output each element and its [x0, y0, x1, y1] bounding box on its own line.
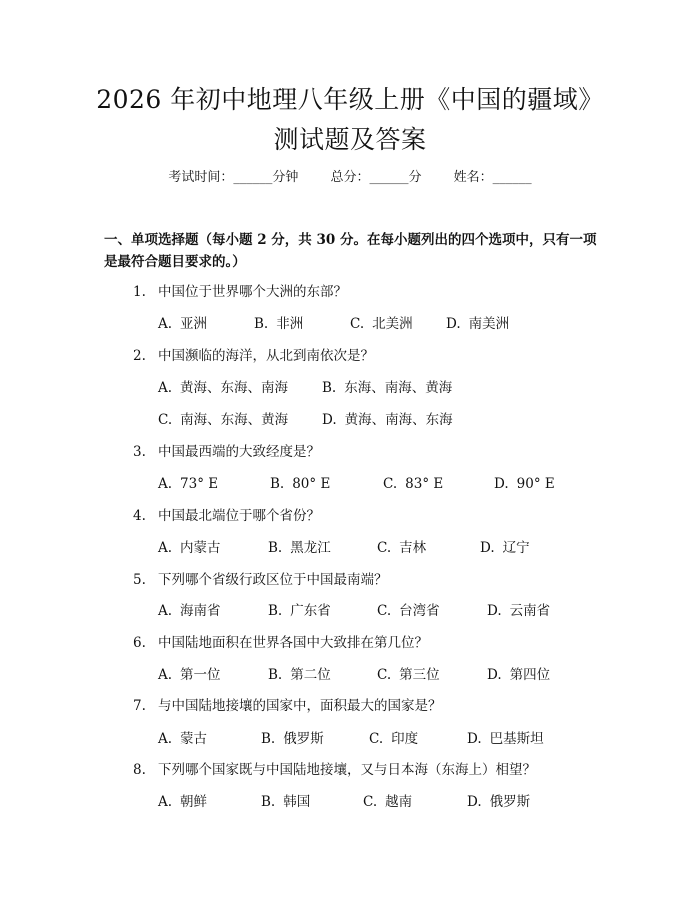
question-number: 7.	[133, 698, 146, 714]
option-2a	[158, 378, 288, 398]
option-letter: D.	[494, 476, 509, 492]
option-letter: A.	[158, 316, 173, 332]
exam-info-line	[0, 168, 700, 188]
option-text: 北美洲	[372, 316, 413, 332]
option-8c	[363, 792, 412, 812]
option-letter: D.	[467, 794, 482, 810]
option-5a	[158, 601, 221, 621]
question-8	[133, 760, 536, 780]
document-title-line1: 2026 年初中地理八年级上册《中国的疆域》	[96, 85, 604, 114]
question-number: 8.	[133, 762, 146, 778]
question-3	[133, 442, 320, 462]
question-text: 中国陆地面积在世界各国中大致排在第几位？	[158, 635, 428, 651]
question-number: 6.	[133, 635, 146, 651]
option-8d	[467, 792, 530, 812]
option-text: 黄海、南海、东海	[344, 412, 453, 428]
question-number: 3.	[133, 444, 146, 460]
option-7a	[158, 729, 207, 749]
option-text: 内蒙古	[180, 540, 221, 556]
option-letter: A.	[158, 380, 173, 396]
option-text: 海南省	[180, 603, 221, 619]
option-4d	[480, 538, 530, 558]
option-letter: A.	[158, 794, 173, 810]
option-letter: C.	[158, 412, 173, 428]
option-3b	[270, 474, 330, 494]
option-text: 第四位	[509, 667, 551, 683]
option-4a	[158, 538, 221, 558]
name-field: 姓名：______	[453, 170, 532, 185]
option-letter: C.	[383, 476, 398, 492]
question-5	[133, 570, 388, 590]
question-6	[133, 633, 428, 653]
option-text: 南海、东海、黄海	[180, 412, 289, 428]
option-letter: C.	[369, 731, 384, 747]
option-letter: D.	[487, 667, 502, 683]
document-title-line2: 测试题及答案	[273, 125, 427, 154]
option-6b	[268, 665, 331, 685]
option-text: 越南	[385, 794, 413, 810]
option-2b	[322, 378, 452, 398]
question-number: 1.	[133, 284, 146, 300]
option-letter: B.	[261, 731, 276, 747]
option-letter: C.	[363, 794, 378, 810]
option-letter: C.	[377, 603, 392, 619]
option-text: 俄罗斯	[489, 794, 531, 810]
option-letter: C.	[377, 540, 392, 556]
option-text: 非洲	[276, 316, 304, 332]
option-text: 广东省	[290, 603, 331, 619]
option-letter: A.	[158, 540, 173, 556]
option-letter: D.	[480, 540, 495, 556]
option-text: 83° E	[405, 476, 444, 492]
option-letter: B.	[268, 667, 283, 683]
section-heading-line2: 是最符合题目要求的。）	[104, 254, 246, 270]
option-3c	[383, 474, 443, 494]
option-text: 辽宁	[502, 540, 530, 556]
option-4c	[377, 538, 426, 558]
option-letter: A.	[158, 476, 173, 492]
option-5b	[268, 601, 331, 621]
option-text: 蒙古	[180, 731, 208, 747]
option-2d	[322, 410, 453, 430]
option-4b	[268, 538, 331, 558]
option-text: 南美洲	[468, 316, 510, 332]
question-number: 4.	[133, 508, 146, 524]
exam-time-field: 考试时间：______分钟	[168, 170, 299, 185]
option-7c	[369, 729, 418, 749]
option-1c	[350, 314, 413, 334]
question-text: 中国濒临的海洋，从北到南依次是？	[158, 348, 374, 364]
option-1b	[254, 314, 303, 334]
option-letter: D.	[322, 412, 337, 428]
option-text: 东海、南海、黄海	[344, 380, 453, 396]
question-text: 与中国陆地接壤的国家中，面积最大的国家是？	[158, 698, 442, 714]
option-text: 第三位	[399, 667, 440, 683]
option-3d	[494, 474, 555, 494]
option-letter: A.	[158, 731, 173, 747]
option-5c	[377, 601, 440, 621]
option-text: 吉林	[399, 540, 427, 556]
total-score-field: 总分：______分	[330, 170, 422, 185]
option-letter: D.	[446, 316, 461, 332]
option-1a	[158, 314, 207, 334]
question-text: 中国最西端的大致经度是？	[158, 444, 320, 460]
question-number: 2.	[133, 348, 146, 364]
section-heading-line1: 一、单项选择题（每小题 2 分，共 30 分。在每小题列出的四个选项中，只有一项	[104, 232, 597, 248]
question-text: 中国最北端位于哪个省份？	[158, 508, 320, 524]
option-7b	[261, 729, 324, 749]
option-letter: B.	[254, 316, 269, 332]
option-6d	[487, 665, 550, 685]
option-3a	[158, 474, 218, 494]
option-letter: A.	[158, 667, 173, 683]
option-text: 印度	[391, 731, 419, 747]
option-text: 俄罗斯	[283, 731, 324, 747]
option-6c	[377, 665, 440, 685]
option-letter: B.	[268, 540, 283, 556]
option-letter: B.	[270, 476, 285, 492]
option-letter: D.	[487, 603, 502, 619]
option-text: 巴基斯坦	[489, 731, 544, 747]
option-text: 第二位	[290, 667, 331, 683]
option-text: 第一位	[180, 667, 221, 683]
option-text: 黑龙江	[290, 540, 331, 556]
option-letter: C.	[377, 667, 392, 683]
question-text: 中国位于世界哪个大洲的东部？	[158, 284, 347, 300]
option-8b	[261, 792, 310, 812]
option-letter: C.	[350, 316, 365, 332]
option-text: 90° E	[516, 476, 555, 492]
question-text: 下列哪个国家既与中国陆地接壤，又与日本海（东海上）相望？	[158, 762, 536, 778]
option-text: 朝鲜	[180, 794, 208, 810]
option-text: 80° E	[292, 476, 331, 492]
option-letter: B.	[261, 794, 276, 810]
option-letter: D.	[467, 731, 482, 747]
option-7d	[467, 729, 544, 749]
option-letter: B.	[322, 380, 337, 396]
option-text: 韩国	[283, 794, 311, 810]
option-letter: A.	[158, 603, 173, 619]
question-text: 下列哪个省级行政区位于中国最南端？	[158, 572, 388, 588]
option-8a	[158, 792, 207, 812]
option-text: 亚洲	[180, 316, 208, 332]
option-text: 黄海、东海、南海	[180, 380, 289, 396]
option-2c	[158, 410, 288, 430]
option-5d	[487, 601, 550, 621]
question-1	[133, 282, 347, 302]
question-4	[133, 506, 320, 526]
option-1d	[446, 314, 509, 334]
option-text: 73° E	[180, 476, 219, 492]
question-7	[133, 696, 442, 716]
option-letter: B.	[268, 603, 283, 619]
option-6a	[158, 665, 221, 685]
option-text: 台湾省	[399, 603, 440, 619]
question-2	[133, 346, 374, 366]
option-text: 云南省	[509, 603, 551, 619]
question-number: 5.	[133, 572, 146, 588]
